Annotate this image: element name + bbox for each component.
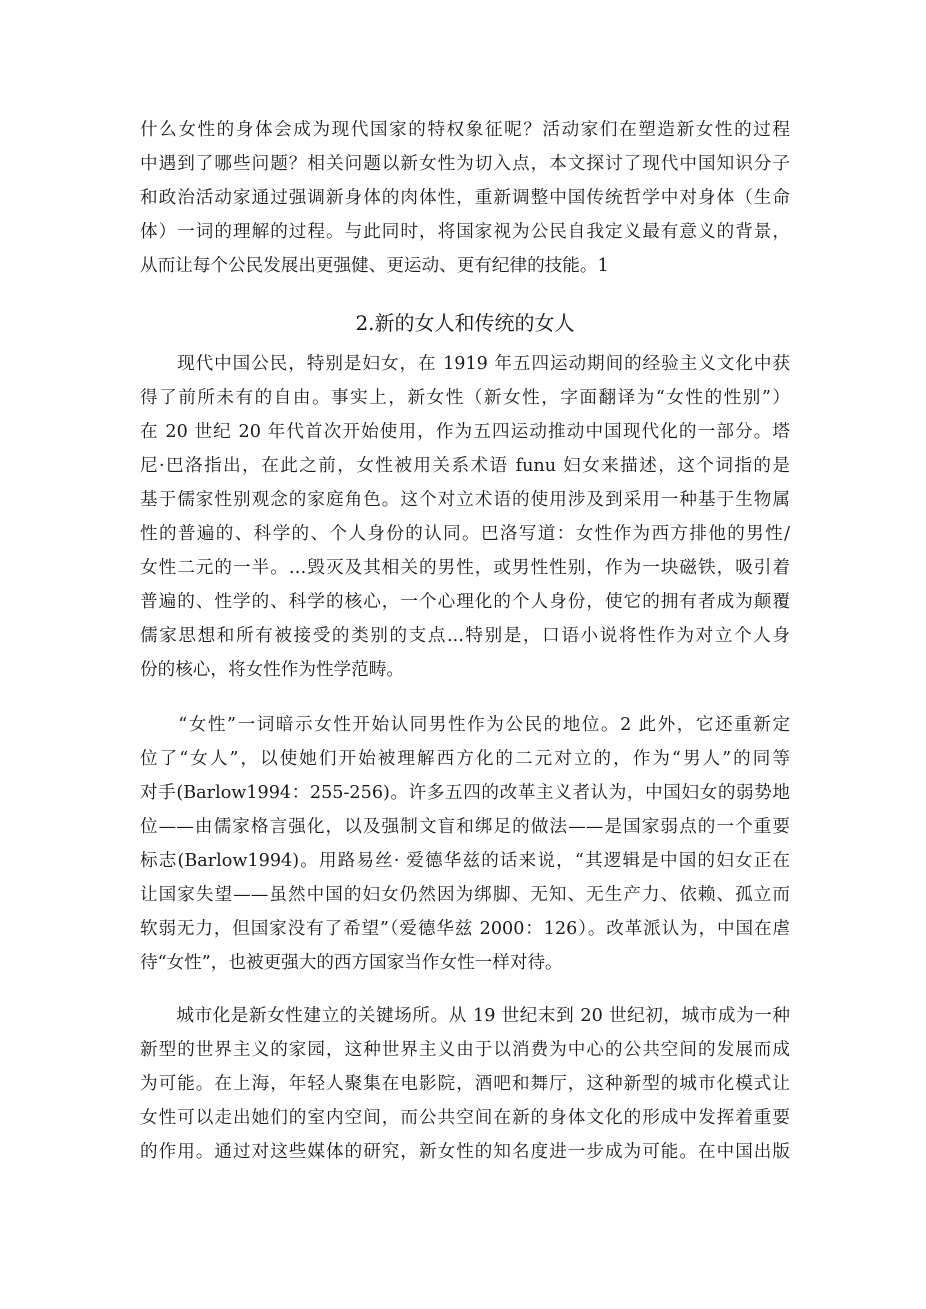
paragraph-line: 软弱无力，但国家没有了希望”（爱德华兹 2000：126）。改革派认为，中国在虐 bbox=[140, 919, 790, 939]
paragraph-line: 的作用。通过对这些媒体的研究，新女性的知名度进一步成为可能。在中国出版 bbox=[140, 1142, 790, 1162]
paragraph-line: 标志(Barlow1994)。用路易丝· 爱德华兹的话来说，“其逻辑是中国的妇女正在 bbox=[140, 851, 790, 871]
paragraph-line: 城市化是新女性建立的关键场所。从 19 世纪末到 20 世纪初，城市成为一种 bbox=[140, 1006, 790, 1026]
paragraph-line: 普遍的、性学的、科学的核心，一个心理化的个人身份，使它的拥有者成为颠覆 bbox=[140, 592, 790, 612]
paragraph-2 bbox=[140, 708, 790, 983]
section-heading: 2.新的女人和传统的女人 bbox=[355, 311, 575, 335]
paragraph-3 bbox=[140, 999, 790, 1174]
paragraph-line: 现代中国公民，特别是妇女，在 1919 年五四运动期间的经验主义文化中获 bbox=[140, 354, 790, 374]
paragraph-1 bbox=[140, 347, 790, 692]
intro-paragraph bbox=[140, 113, 790, 293]
paragraph-line: 女性可以走出她们的室内空间，而公共空间在新的身体文化的形成中发挥着重要 bbox=[140, 1108, 790, 1128]
paragraph-line: 为可能。在上海，年轻人聚集在电影院，酒吧和舞厅，这种新型的城市化模式让 bbox=[140, 1074, 790, 1094]
paragraph-line: 对手(Barlow1994：255-256)。许多五四的改革主义者认为，中国妇女的弱势地 bbox=[140, 783, 790, 803]
paragraph-line: 女性二元的一半。…毁灭及其相关的男性，或男性性别，作为一块磁铁，吸引着 bbox=[140, 558, 790, 578]
paragraph-line: 份的核心，将女性作为性学范畴。 bbox=[140, 660, 404, 680]
paragraph-line: 性的普遍的、科学的、个人身份的认同。巴洛写道：女性作为西方排他的男性/ bbox=[140, 524, 790, 544]
intro-line: 什么女性的身体会成为现代国家的特权象征呢？活动家们在塑造新女性的过程 bbox=[140, 120, 790, 140]
intro-line: 和政治活动家通过强调新身体的肉体性，重新调整中国传统哲学中对身体（生命 bbox=[140, 188, 790, 208]
paragraph-line: 基于儒家性别观念的家庭角色。这个对立术语的使用涉及到采用一种基于生物属 bbox=[140, 490, 790, 510]
paragraph-line: 得了前所未有的自由。事实上，新女性（新女性，字面翻译为“女性的性别”） bbox=[140, 388, 790, 408]
intro-line: 中遇到了哪些问题？相关问题以新女性为切入点，本文探讨了现代中国知识分子 bbox=[140, 154, 790, 174]
paragraph-line: 在 20 世纪 20 年代首次开始使用，作为五四运动推动中国现代化的一部分。塔 bbox=[140, 422, 790, 442]
paragraph-line: 让国家失望——虽然中国的妇女仍然因为绑脚、无知、无生产力、依赖、孤立而 bbox=[140, 885, 790, 905]
paragraph-line: 位——由儒家格言强化，以及强制文盲和绑足的做法——是国家弱点的一个重要 bbox=[140, 817, 790, 837]
paragraph-line: 儒家思想和所有被接受的类别的支点...特别是，口语小说将性作为对立个人身 bbox=[140, 626, 790, 646]
intro-line: 体）一词的理解的过程。与此同时，将国家视为公民自我定义最有意义的背景， bbox=[140, 222, 790, 242]
paragraph-line: 待“女性”，也被更强大的西方国家当作女性一样对待。 bbox=[140, 953, 563, 973]
intro-line: 从而让每个公民发展出更强健、更运动、更有纪律的技能。1 bbox=[140, 256, 609, 276]
paragraph-line: 新型的世界主义的家园，这种世界主义由于以消费为中心的公共空间的发展而成 bbox=[140, 1040, 790, 1060]
paragraph-line: “女性”一词暗示女性开始认同男性作为公民的地位。2 此外，它还重新定 bbox=[140, 715, 790, 735]
paragraph-line: 尼·巴洛指出，在此之前，女性被用关系术语 funu 妇女来描述，这个词指的是 bbox=[140, 456, 790, 476]
paragraph-line: 位了“女人”，以使她们开始被理解西方化的二元对立的，作为“男人”的同等 bbox=[140, 749, 790, 769]
